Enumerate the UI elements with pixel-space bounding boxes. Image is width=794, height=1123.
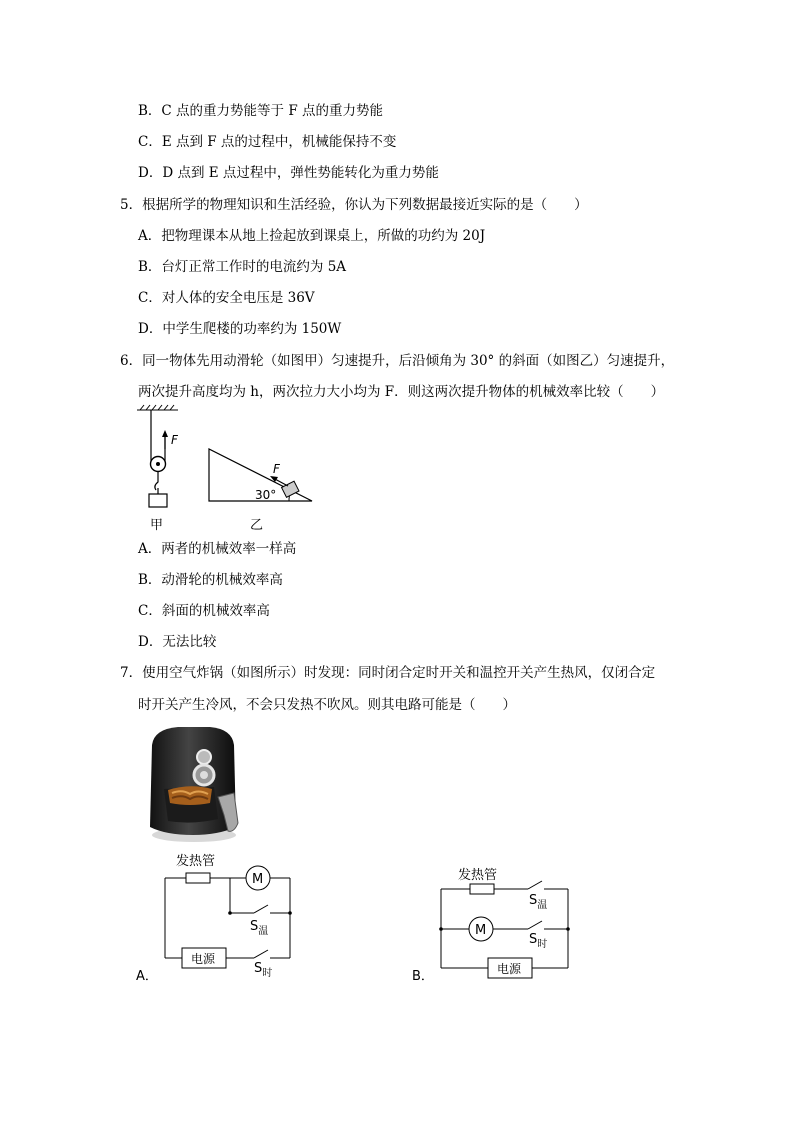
circuit-b-switch-temp: $S_温$ [529,893,548,911]
circuit-a-heater-label: 发热管 [176,854,216,869]
ceiling [137,405,178,410]
air-fryer-image [138,723,250,845]
q7-stem-line1: 7．使用空气炸锅（如图所示）时发现：同时闭合定时开关和温控开关产生热风，仅闭合定 [120,665,656,681]
circuit-b-power-label: 电源 [497,962,522,976]
q5-option-d: D．中学生爬楼的功率约为 150W [138,321,342,337]
q7-stem-line2: 时开关产生冷风，不会只发热不吹风。则其电路可能是（ ） [138,697,516,713]
circuit-a-heater [186,873,210,883]
q5-option-b: B．台灯正常工作时的电流约为 5A [138,259,347,275]
circuit-b [406,859,586,984]
circuit-a-switch-temp: $S_温$ [250,919,269,937]
circuit-a-motor-label: M [252,872,264,887]
q6-option-a: A．两者的机械效率一样高 [138,541,297,557]
q4-option-c: C．E 点到 F 点的过程中，机械能保持不变 [138,134,397,150]
angle-label: 30° [255,488,277,502]
label-jia: 甲 [150,518,164,533]
q6-figure [134,404,324,536]
q5-option-a: A．把物理课本从地上捡起放到课桌上，所做的功约为 20J [138,228,486,244]
fryer-food [168,786,212,805]
circuit-a-power-label: 电源 [191,952,216,966]
pulley-hook [155,472,158,490]
q6-option-b: B．动滑轮的机械效率高 [138,572,283,588]
q5-option-c: C．对人体的安全电压是 36V [138,290,315,306]
circuit-a-switch-timer: $S_时$ [254,961,273,979]
circuit-b-motor-label: M [475,923,487,938]
q4-option-d: D．D 点到 E 点过程中，弹性势能转化为重力势能 [138,165,439,181]
pulley-axle [156,462,160,466]
q4-option-b: B．C 点的重力势能等于 F 点的重力势能 [138,103,383,119]
circuit-b-switch-timer: $S_时$ [529,932,548,950]
circuit-b-heater-label: 发热管 [458,868,498,883]
label-yi: 乙 [250,518,264,533]
q5-stem: 5．根据所学的物理知识和生活经验，你认为下列数据最接近实际的是（ ） [120,197,588,213]
fryer-dial-top [197,750,211,764]
circuit-b-option-letter: B． [412,969,434,984]
pulley-force-arrow [162,430,168,437]
q6-stem-line2: 两次提升高度均为 h，两次拉力大小均为 F．则这两次提升物体的机械效率比较（ ） [138,384,665,400]
incline-force-label: F [273,462,280,476]
q6-option-d: D．无法比较 [138,634,217,650]
circuit-a [130,847,310,984]
circuit-b-heater [470,884,494,894]
pulley-weight [149,494,167,507]
q6-option-c: C．斜面的机械效率高 [138,603,270,619]
circuit-a-option-letter: A． [136,969,158,984]
q6-stem-line1: 6．同一物体先用动滑轮（如图甲）匀速提升，后沿倾角为 30° 的斜面（如图乙）匀速提升， [120,353,675,369]
pulley-force-label: F [171,433,178,447]
